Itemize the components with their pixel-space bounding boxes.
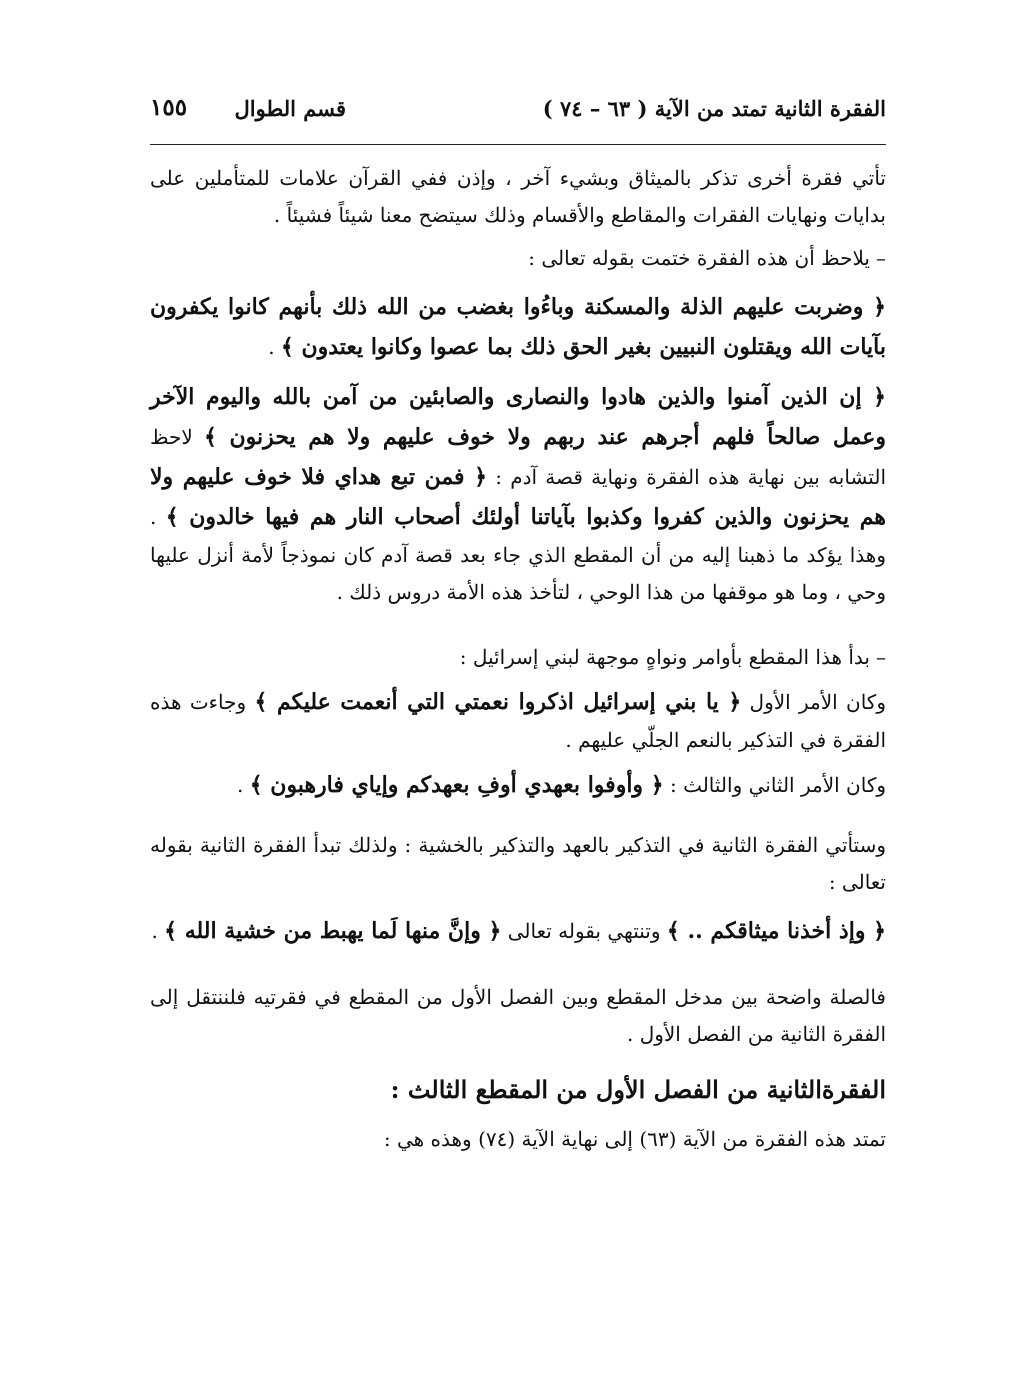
paragraph-2 <box>150 240 886 277</box>
paragraph-5-text-a: وكان الأمر الأول <box>741 690 886 714</box>
paragraph-5-text-b: وجاءت هذه الفقرة في التذكير بالنعم الجلّي عليهم . <box>150 690 886 752</box>
verse-end: . <box>268 335 281 359</box>
dash-bullet: – <box>876 246 886 270</box>
header-section: قسم الطوال <box>234 96 346 121</box>
quran-verse: ﴿ وإنَّ منها لَما يهبط من خشية الله ﴾ <box>164 918 502 944</box>
header-rule <box>150 144 886 145</box>
paragraph-8-text: وتنتهي بقوله تعالى <box>501 919 667 943</box>
paragraph-7: وستأتي الفقرة الثانية في التذكير بالعهد والتذكير بالخشية : ولذلك تبدأ الفقرة الثانية بقوله تعالى : <box>150 833 886 894</box>
page-body <box>150 160 886 1158</box>
paragraph-4 <box>150 639 886 676</box>
paragraph-10: تمتد هذه الفقرة من الآية (٦٣) إلى نهاية الآية (٧٤) وهذه هي : <box>383 1127 886 1151</box>
header-title: الفقرة الثانية تمتد من الآية ( ٦٣ – ٧٤ ) <box>542 96 886 121</box>
paragraph-3 <box>150 377 886 611</box>
running-header <box>150 92 886 136</box>
dash-bullet: – <box>876 645 886 669</box>
paragraph-4-text: بدأ هذا المقطع بأوامر ونواهٍ موجهة لبني إسرائيل : <box>459 645 870 669</box>
paragraph-1: تأتي فقرة أخرى تذكر بالميثاق وبشيء آخر ، وإذن ففي القرآن علامات للمتأملين على بدايات ونهايات الفقرات والمقاطع والأقسام وذلك سيتضح معنا شيئاً فشيئاً . <box>150 166 886 227</box>
verse-block-1 <box>150 287 886 367</box>
paragraph-9: فالصلة واضحة بين مدخل المقطع وبين الفصل الأول من المقطع في فقرتيه فلننتقل إلى الفقرة الثانية من الفصل الأول . <box>150 985 886 1046</box>
paragraph-8 <box>150 911 886 951</box>
paragraph-6-text-a: وكان الأمر الثاني والثالث : <box>663 773 886 797</box>
quran-verse: ﴿ وإذ أخذنا ميثاقكم .. ﴾ <box>666 918 886 944</box>
paragraph-6 <box>150 765 886 805</box>
quran-verse: ﴿ إن الذين آمنوا والذين هادوا والنصارى والصابئين من آمن بالله واليوم الآخر وعمل صالحاً فلهم أجرهم عند ربهم ولا خوف عليهم ولا هم يحزنون ﴾ <box>150 384 886 450</box>
quran-verse: ﴿ فمن تبع هداي فلا خوف عليهم ولا هم يحزنون والذين كفروا وكذبوا بآياتنا أولئك أصحاب النار هم فيها خالدون ﴾ <box>150 464 886 530</box>
paragraph-8-end: . <box>151 919 165 943</box>
paragraph-3-text-a: لاحظ التشابه بين نهاية هذه الفقرة ونهاية قصة آدم : <box>150 425 886 489</box>
paragraph-6-text-b: . <box>237 773 250 797</box>
paragraph-2-text: يلاحظ أن هذه الفقرة ختمت بقوله تعالى : <box>528 246 870 270</box>
section-heading: الفقرةالثانية من الفصل الأول من المقطع الثالث : <box>390 1075 886 1104</box>
quran-verse: ﴿ وضربت عليهم الذلة والمسكنة وباءُوا بغضب من الله ذلك بأنهم كانوا يكفرون بآيات الله ويقتلون النبيين بغير الحق ذلك بما عصوا وكانوا يعتدون ﴾ <box>150 294 886 360</box>
paragraph-3-text-b: . وهذا يؤكد ما ذهبنا إليه من أن المقطع الذي جاء بعد قصة آدم كان نموذجاً لأمة أنزل عليها وحي ، وما هو موقفها من هذا الوحي ، لتأخذ هذه الأمة دروس ذلك . <box>150 505 886 604</box>
paragraph-5 <box>150 682 886 759</box>
page-number: ١٥٥ <box>150 94 188 121</box>
quran-verse: ﴿ يا بني إسرائيل اذكروا نعمتي التي أنعمت عليكم ﴾ <box>254 689 742 715</box>
quran-verse: ﴿ وأوفوا بعهدي أوفِ بعهدكم وإياي فارهبون ﴾ <box>249 772 664 798</box>
